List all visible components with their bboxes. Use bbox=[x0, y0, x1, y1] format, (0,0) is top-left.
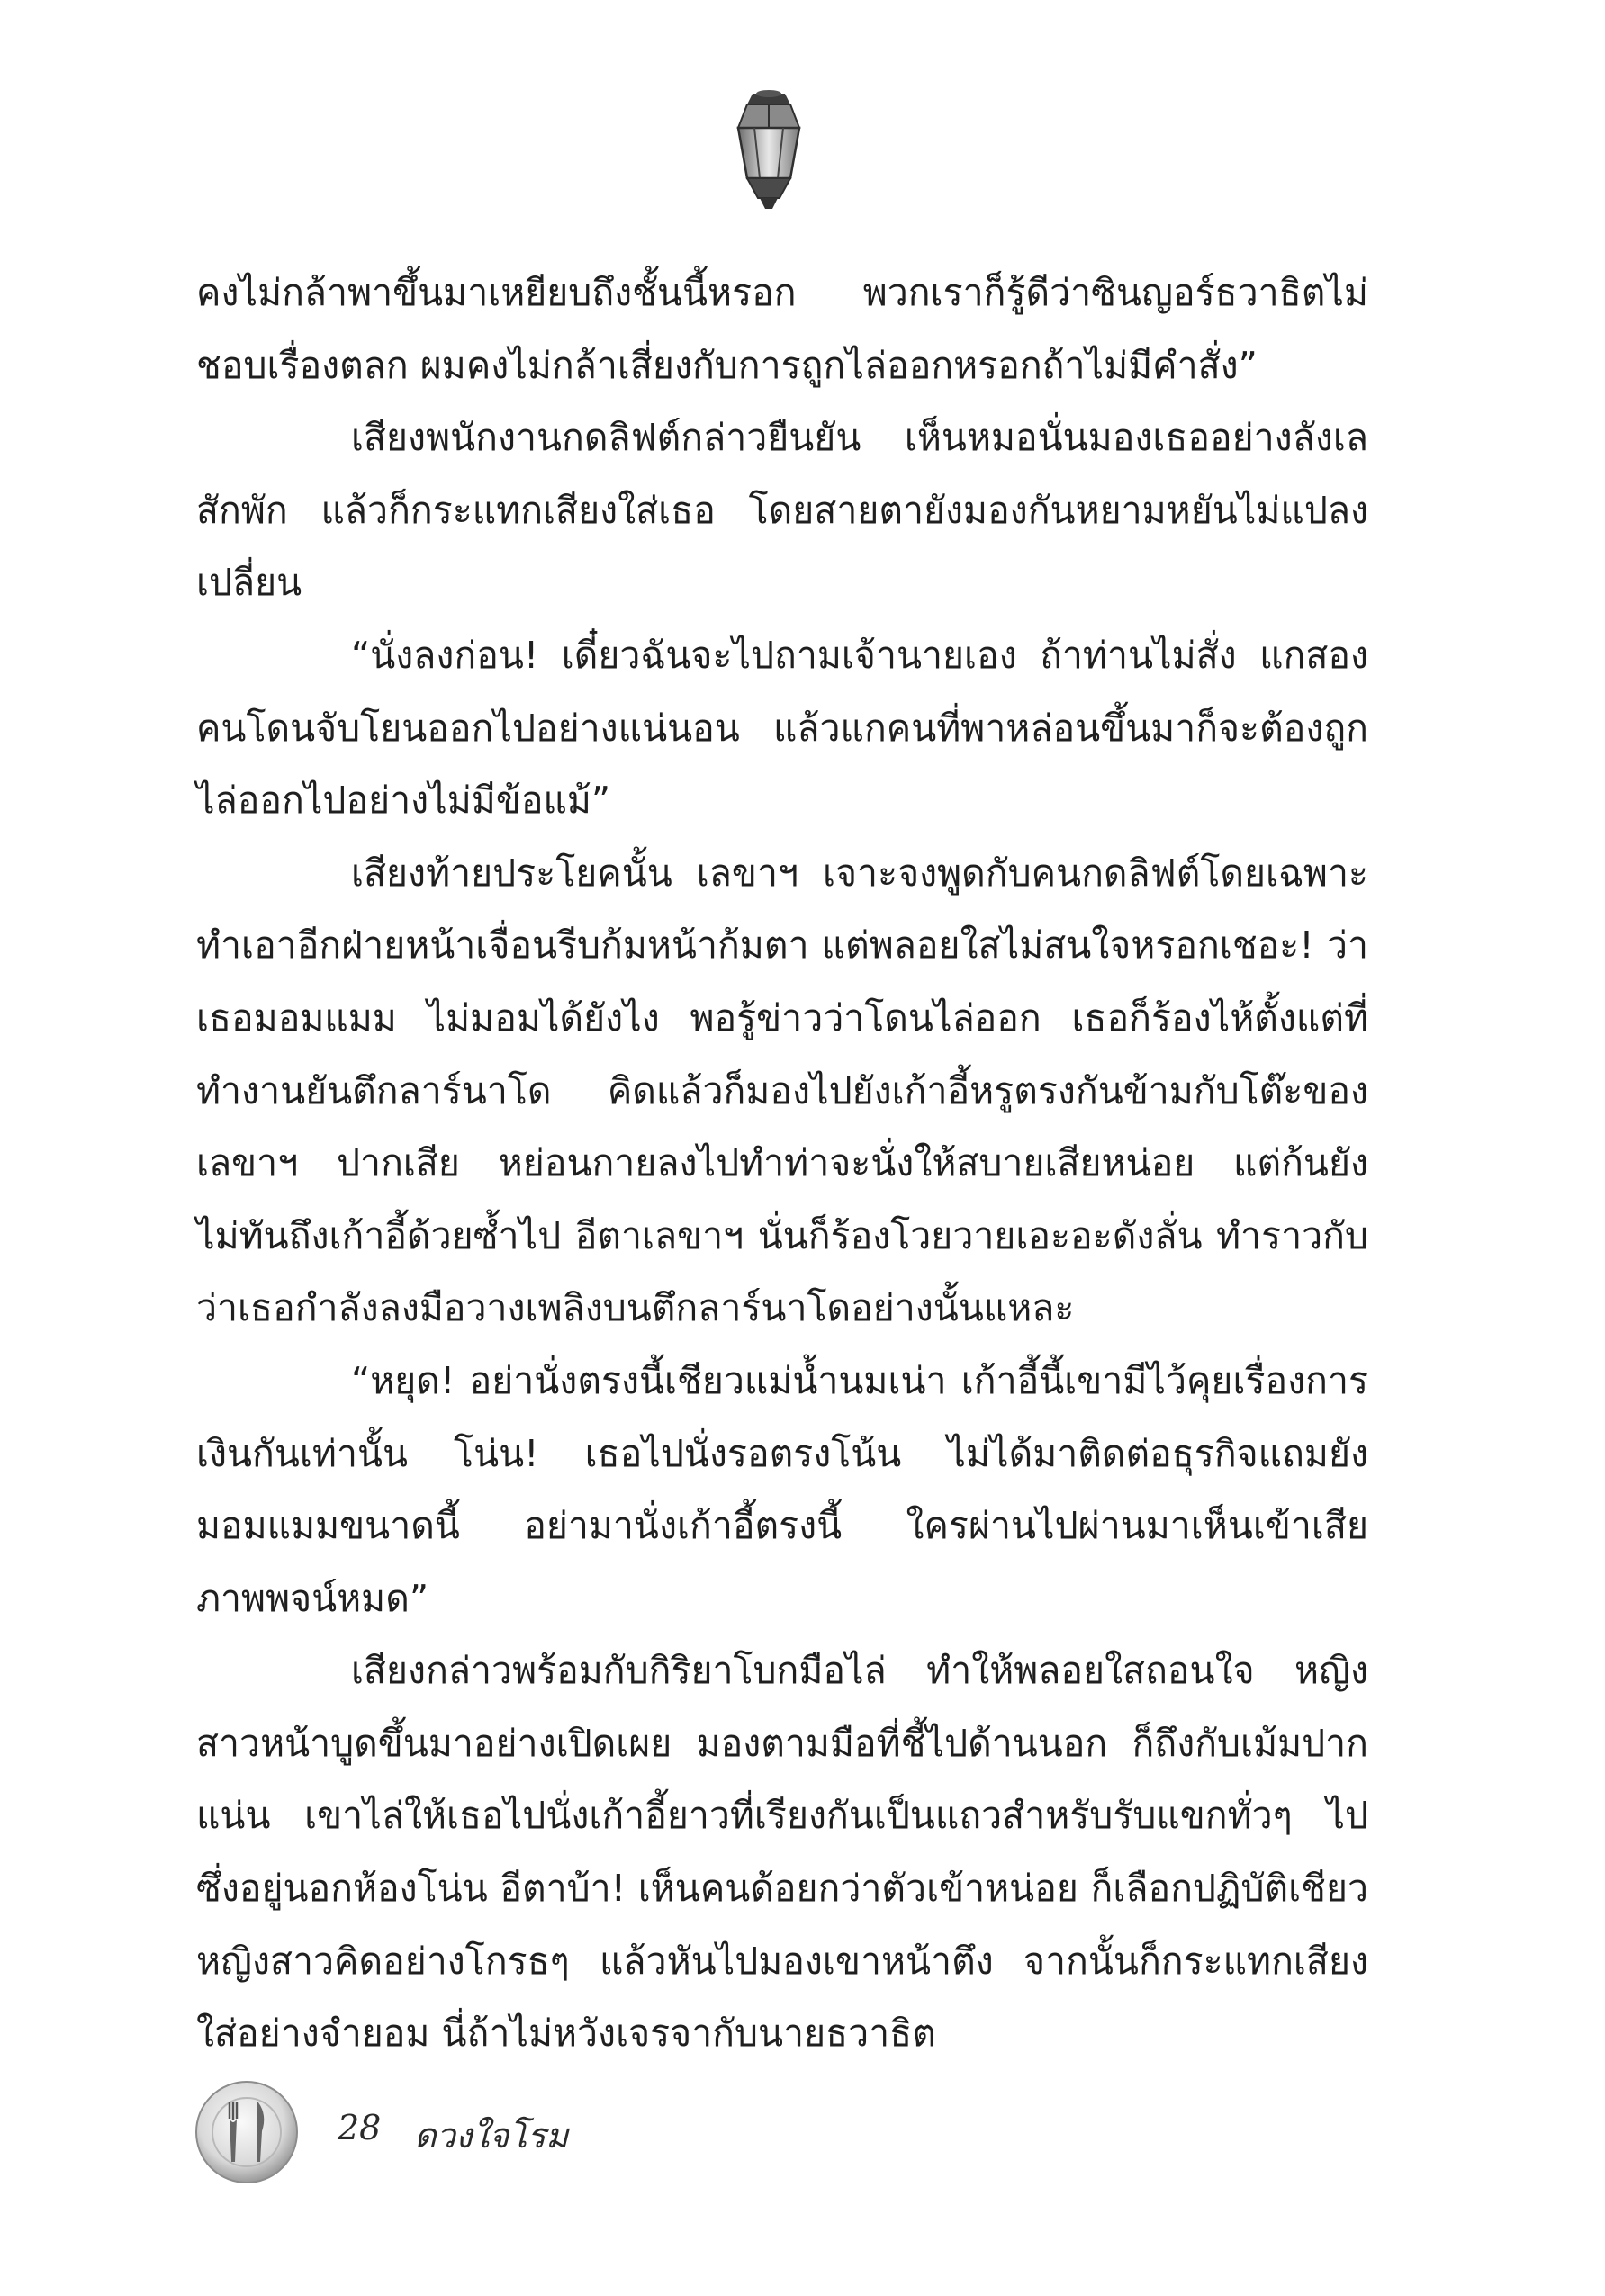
paragraph: เสียงพนักงานกดลิฟต์กล่าวยืนยัน เห็นหมอนั่นมองเธออย่างลังเลสักพัก แล้วก็กระแทกเสียงใส่เธอ โดยสายตายังมองกันหยามหยันไม่แปลงเปลี่ยน bbox=[196, 416, 1368, 605]
lantern-icon bbox=[727, 88, 810, 212]
paragraph: “หยุด! อย่านั่งตรงนี้เชียวแม่น้ำนมเน่า เก้าอี้นี้เขามีไว้คุยเรื่องการเงินกันเท่านั้น โน่น! เธอไปนั่งรอตรงโน้น ไม่ได้มาติดต่อธุรกิจแถมยังมอมแมมขนาดนี้ อย่ามานั่งเก้าอี้ตรงนี้ ใครผ่านไปผ่านมาเห็นเข้าเสียภาพพจน์หมด” bbox=[196, 1358, 1368, 1620]
plate-cutlery-icon bbox=[194, 2079, 300, 2185]
paragraph: เสียงกล่าวพร้อมกับกิริยาโบกมือไล่ ทำให้พลอยใสถอนใจ หญิงสาวหน้าบูดขึ้นมาอย่างเปิดเผย มองตามมือที่ชี้ไปด้านนอก ก็ถึงกับเม้มปากแน่น เขาไล่ให้เธอไปนั่งเก้าอี้ยาวที่เรียงกันเป็นแถวสำหรับรับแขกทั่วๆ ไป ซึ่งอยู่นอกห้องโน่น อีตาบ้า! เห็นคนด้อยกว่าตัวเข้าหน่อย ก็เลือกปฏิบัติเชียว หญิงสาวคิดอย่างโกรธๆ แล้วหันไปมองเขาหน้าตึง จากนั้นก็กระแทกเสียงใส่อย่างจำยอม นี่ถ้าไม่หวังเจรจากับนายธวาธิต bbox=[196, 1649, 1368, 2056]
paragraph: คงไม่กล้าพาขึ้นมาเหยียบถึงชั้นนี้หรอก พวกเราก็รู้ดีว่าซินญอร์ธวาธิตไม่ชอบเรื่องตลก ผมคงไม่กล้าเสี่ยงกับการถูกไล่ออกหรอกถ้าไม่มีคำสั่ง” bbox=[196, 271, 1368, 387]
paragraph: “นั่งลงก่อน! เดี๋ยวฉันจะไปถามเจ้านายเอง ถ้าท่านไม่สั่ง แกสองคนโดนจับโยนออกไปอย่างแน่นอน แล้วแกคนที่พาหล่อนขึ้นมาก็จะต้องถูกไล่ออกไปอย่างไม่มีข้อแม้” bbox=[196, 633, 1368, 823]
book-title: ดวงใจโรม bbox=[414, 2116, 569, 2156]
page-footer bbox=[194, 2079, 734, 2187]
paragraph: เสียงท้ายประโยคนั้น เลขาฯ เจาะจงพูดกับคนกดลิฟต์โดยเฉพาะ ทำเอาอีกฝ่ายหน้าเจื่อนรีบก้มหน้าก้มตา แต่พลอยใสไม่สนใจหรอกเชอะ! ว่าเธอมอมแมม ไม่มอมได้ยังไง พอรู้ข่าวว่าโดนไล่ออก เธอก็ร้องไห้ตั้งแต่ที่ทำงานยันตึกลาร์นาโด คิดแล้วก็มองไปยังเก้าอี้หรูตรงกันข้ามกับโต๊ะของเลขาฯ ปากเสีย หย่อนกายลงไปทำท่าจะนั่งให้สบายเสียหน่อย แต่ก้นยังไม่ทันถึงเก้าอี้ด้วยซ้ำไป อีตาเลขาฯ นั่นก็ร้องโวยวายเอะอะดังลั่น ทำราวกับว่าเธอกำลังลงมือวางเพลิงบนตึกลาร์นาโดอย่างนั้นแหละ bbox=[196, 851, 1368, 1330]
body-text bbox=[196, 257, 1368, 2070]
page-number: 28 bbox=[338, 2108, 382, 2147]
